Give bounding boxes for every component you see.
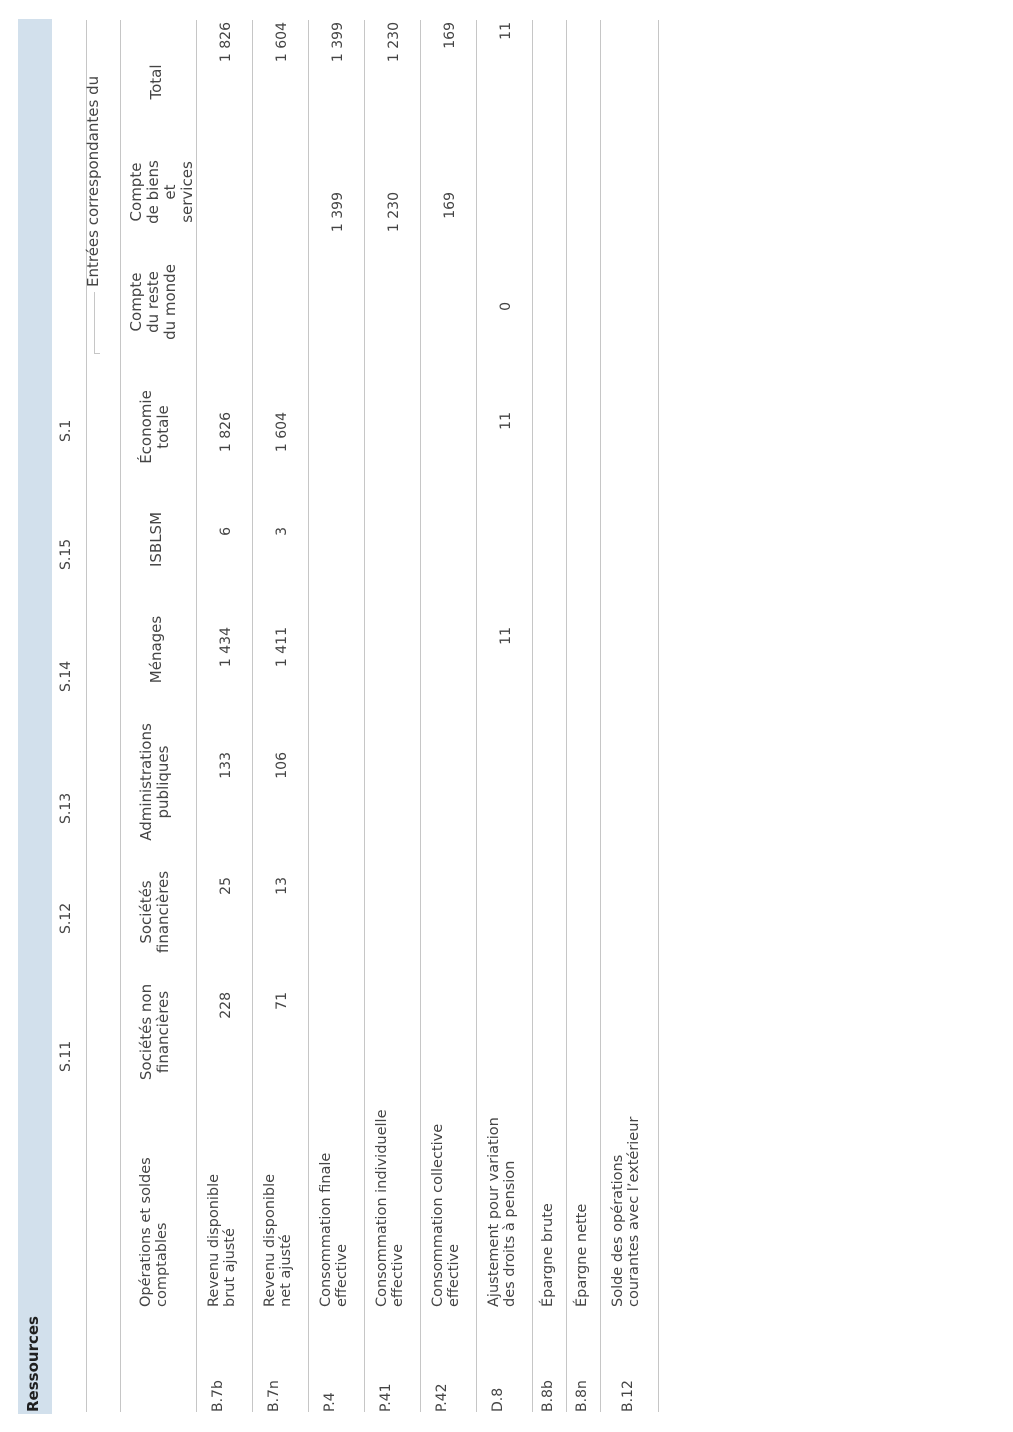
col-header-s13: Administrations publiques <box>137 723 172 841</box>
row-code: B.8n <box>574 1380 590 1412</box>
cell-total: 1 230 <box>386 22 402 63</box>
cell-total: 1 826 <box>218 22 234 63</box>
col-header-rdm: Compte du reste du monde <box>127 264 179 340</box>
cell-s12: 25 <box>218 877 234 895</box>
cell-s11: 71 <box>274 992 290 1010</box>
section-header-bar <box>18 19 52 1414</box>
cell-s1: 11 <box>498 412 514 430</box>
col-header-s14: Ménages <box>147 615 165 684</box>
col-header-s11: Sociétés non financières <box>137 983 172 1081</box>
cell-s11: 228 <box>218 992 234 1019</box>
row-label: Consommation collective effective <box>430 1123 462 1307</box>
row-label: Consommation individuelle effective <box>374 1109 406 1307</box>
row-rule <box>476 20 477 1412</box>
cell-s12: 13 <box>274 877 290 895</box>
row-rule <box>658 20 659 1412</box>
row-rule <box>420 20 421 1412</box>
col-header-s12: Sociétés financières <box>137 870 172 954</box>
cell-rdm: 0 <box>498 302 514 311</box>
sector-code-s1: S.1 <box>58 419 74 442</box>
col-header-bs: Compte de biens et services <box>127 160 196 224</box>
cell-bs: 169 <box>442 192 458 219</box>
col-header-operations: Opérations et soldes comptables <box>138 1157 170 1307</box>
cell-bs: 1 230 <box>386 192 402 233</box>
col-header-s15: ISBLSM <box>147 511 165 568</box>
row-rule <box>252 20 253 1412</box>
row-code: B.12 <box>620 1380 636 1412</box>
row-rule <box>308 20 309 1412</box>
sector-code-s15: S.15 <box>58 538 74 570</box>
row-code: B.8b <box>540 1380 556 1412</box>
row-code: P.41 <box>378 1383 394 1412</box>
row-code: B.7b <box>210 1380 226 1412</box>
row-rule <box>600 20 601 1412</box>
row-code: P.42 <box>434 1383 450 1412</box>
cell-s15: 6 <box>218 527 234 536</box>
group-header-tick <box>94 353 100 354</box>
row-code: B.7n <box>266 1380 282 1412</box>
row-label: Épargne brute <box>540 1203 556 1307</box>
cell-s14: 1 434 <box>218 627 234 668</box>
group-header: Entrées correspondantes du <box>84 75 102 287</box>
cell-total: 1 399 <box>330 22 346 63</box>
cell-s14: 11 <box>498 627 514 645</box>
cell-s14: 1 411 <box>274 627 290 668</box>
header-bottom-rule <box>196 20 197 1412</box>
col-header-s1: Économie totale <box>137 390 172 464</box>
cell-total: 1 604 <box>274 22 290 63</box>
row-rule <box>566 20 567 1412</box>
cell-bs: 1 399 <box>330 192 346 233</box>
header-column-rule <box>120 20 121 1412</box>
cell-total: 11 <box>498 22 514 40</box>
row-label: Consommation finale effective <box>318 1152 350 1307</box>
row-label: Solde des opérations courantes avec l’extérieur <box>610 1116 642 1307</box>
sector-code-s14: S.14 <box>58 660 74 692</box>
row-rule <box>532 20 533 1412</box>
group-header-rule <box>94 292 95 354</box>
cell-total: 169 <box>442 22 458 49</box>
cell-s1: 1 826 <box>218 412 234 453</box>
cell-s15: 3 <box>274 527 290 536</box>
row-label: Revenu disponible brut ajusté <box>206 1173 238 1307</box>
sector-code-s11: S.11 <box>58 1040 74 1072</box>
row-code: D.8 <box>490 1387 506 1412</box>
row-label: Ajustement pour variation des droits à pension <box>486 1117 518 1307</box>
section-title: Ressources <box>24 1316 42 1412</box>
col-header-total: Total <box>147 64 165 100</box>
cell-s13: 106 <box>274 752 290 779</box>
sector-code-s13: S.13 <box>58 792 74 824</box>
cell-s13: 133 <box>218 752 234 779</box>
row-label: Revenu disponible net ajusté <box>262 1173 294 1307</box>
sector-code-s12: S.12 <box>58 902 74 934</box>
row-label: Épargne nette <box>574 1203 590 1307</box>
cell-s1: 1 604 <box>274 412 290 453</box>
row-rule <box>364 20 365 1412</box>
row-code: P.4 <box>322 1392 338 1412</box>
